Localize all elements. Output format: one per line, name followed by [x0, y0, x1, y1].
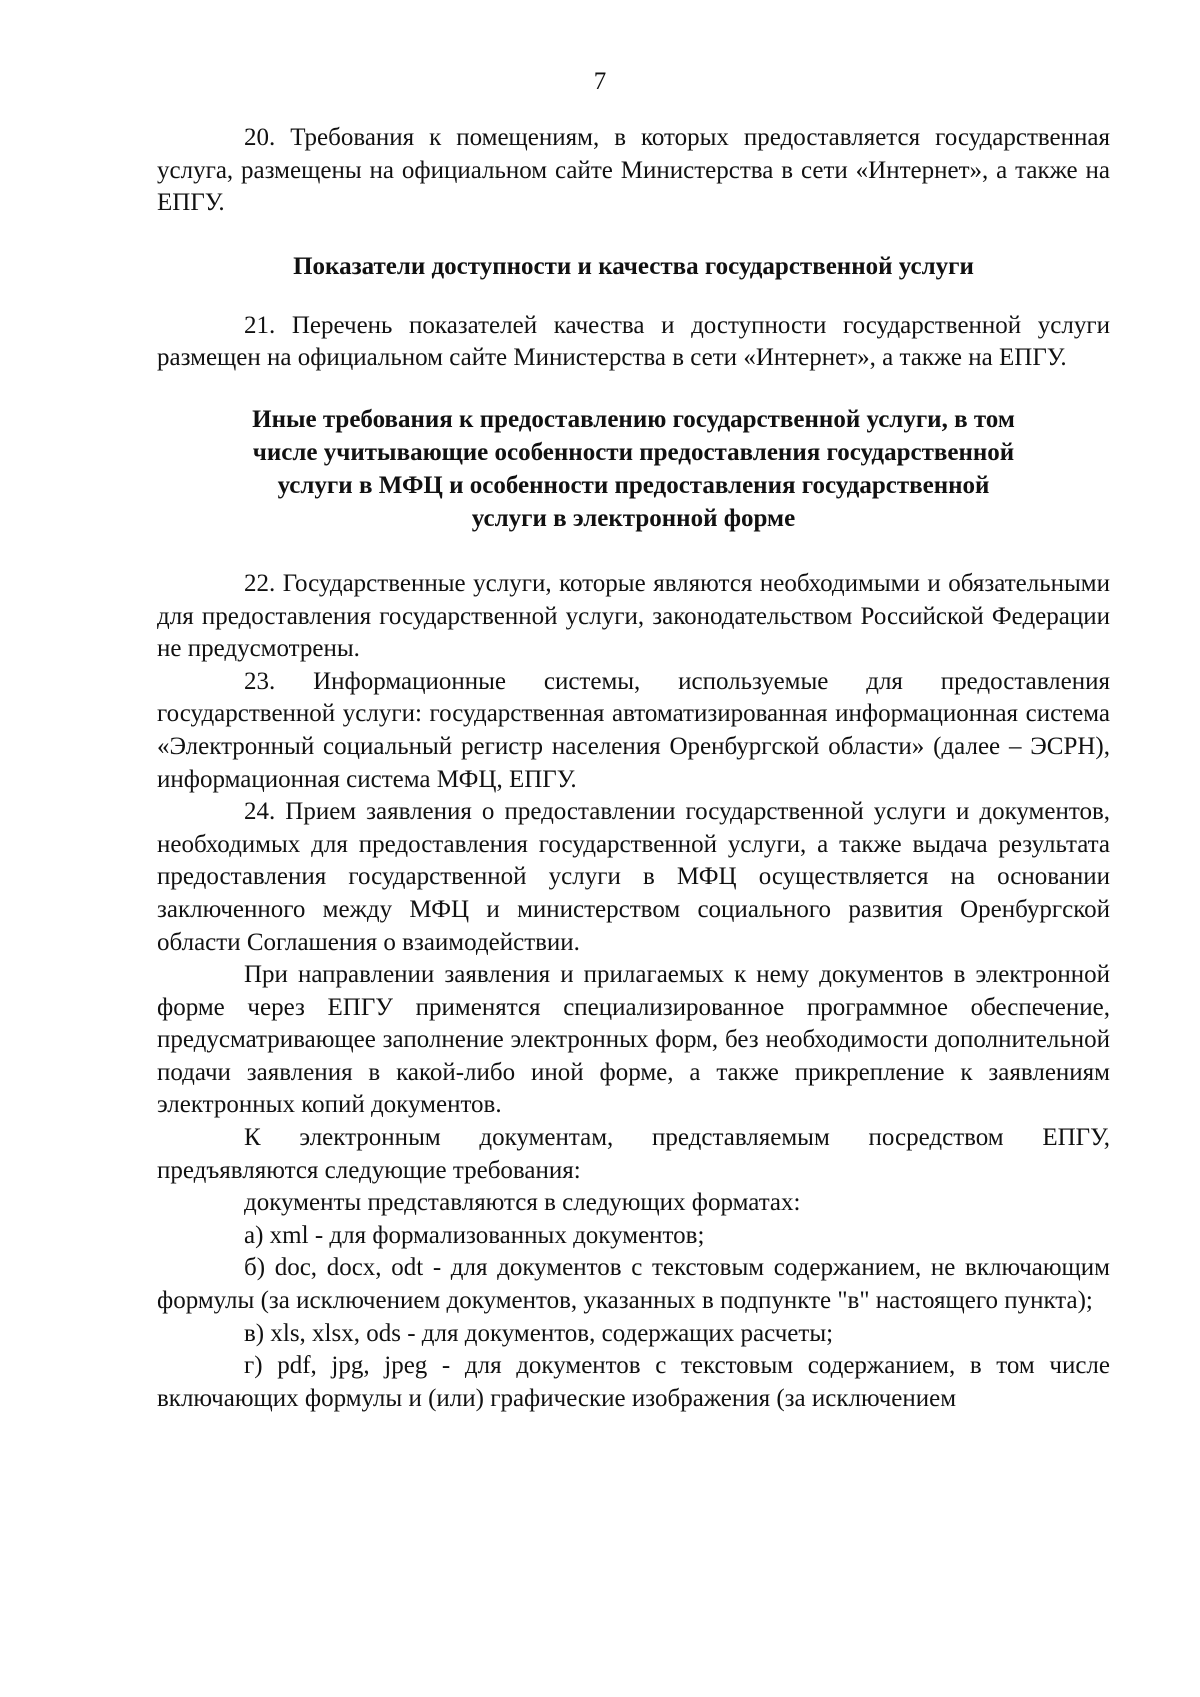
list-item-a: а) xml - для формализованных документов;: [244, 1221, 705, 1249]
list-item-v: в) xls, xlsx, ods - для документов, содержащих расчеты;: [244, 1319, 834, 1347]
page-number: 7: [593, 68, 607, 95]
list-item-g: г) pdf, jpg, jpeg - для документов с текстовым содержанием, в том числе включающих формулы и (или) графические изображения (за исключением: [157, 1352, 1110, 1412]
paragraph-24: 24. Прием заявления о предоставлении государственной услуги и документов, необходимых для предоставления государственной услуги, а также выдача результата предоставления государственной услуги в МФЦ осуществляется на основании заключенного между МФЦ и министерством социального развития Оренбургской области Соглашения о взаимодействии.: [157, 798, 1110, 956]
section-heading-other-requirements: [157, 403, 1110, 535]
heading-line: услуги в электронной форме: [471, 504, 796, 532]
paragraph-22: 22. Государственные услуги, которые являются необходимыми и обязательными для предоставления государственной услуги, законодательством Российской Федерации не предусмотрены.: [157, 569, 1110, 663]
paragraph-24-electronic: При направлении заявления и прилагаемых к нему документов в электронной форме через ЕПГУ применятся специализированное программное обеспечение, предусматривающее заполнение электронных форм, без необходимости дополнительной подачи заявления в какой-либо иной форме, а также прикрепление к заявлениям электронных копий документов.: [157, 961, 1110, 1119]
paragraph-20: 20. Требования к помещениям, в которых предоставляется государственная услуга, размещены на официальном сайте Министерства в сети «Интернет», а также на ЕПГУ.: [157, 124, 1110, 217]
paragraph-24-requirements: К электронным документам, представляемым посредством ЕПГУ, предъявляются следующие требования:: [157, 1124, 1110, 1184]
heading-line: услуги в МФЦ и особенности предоставления государственной: [277, 471, 990, 499]
paragraph-23: 23. Информационные системы, используемые для предоставления государственной услуги: государственная автоматизированная информационная система «Электронный социальный регистр населения Оренбургской области» (далее – ЭСРН), информационная система МФЦ, ЕПГУ.: [157, 667, 1110, 793]
document-body: [157, 122, 1110, 1415]
paragraph-24-formats: документы представляются в следующих форматах:: [244, 1189, 801, 1217]
section-heading-accessibility: Показатели доступности и качества государственной услуги: [293, 252, 974, 280]
list-item-b: б) doc, docx, odt - для документов с текстовым содержанием, не включающим формулы (за исключением документов, указанных в подпункте "в" настоящего пункта);: [157, 1254, 1110, 1315]
paragraph-21: 21. Перечень показателей качества и доступности государственной услуги размещен на официальном сайте Министерства в сети «Интернет», а также на ЕПГУ.: [157, 311, 1110, 372]
heading-line: числе учитывающие особенности предоставления государственной: [252, 438, 1015, 466]
heading-line: Иные требования к предоставлению государственной услуги, в том: [252, 405, 1015, 433]
